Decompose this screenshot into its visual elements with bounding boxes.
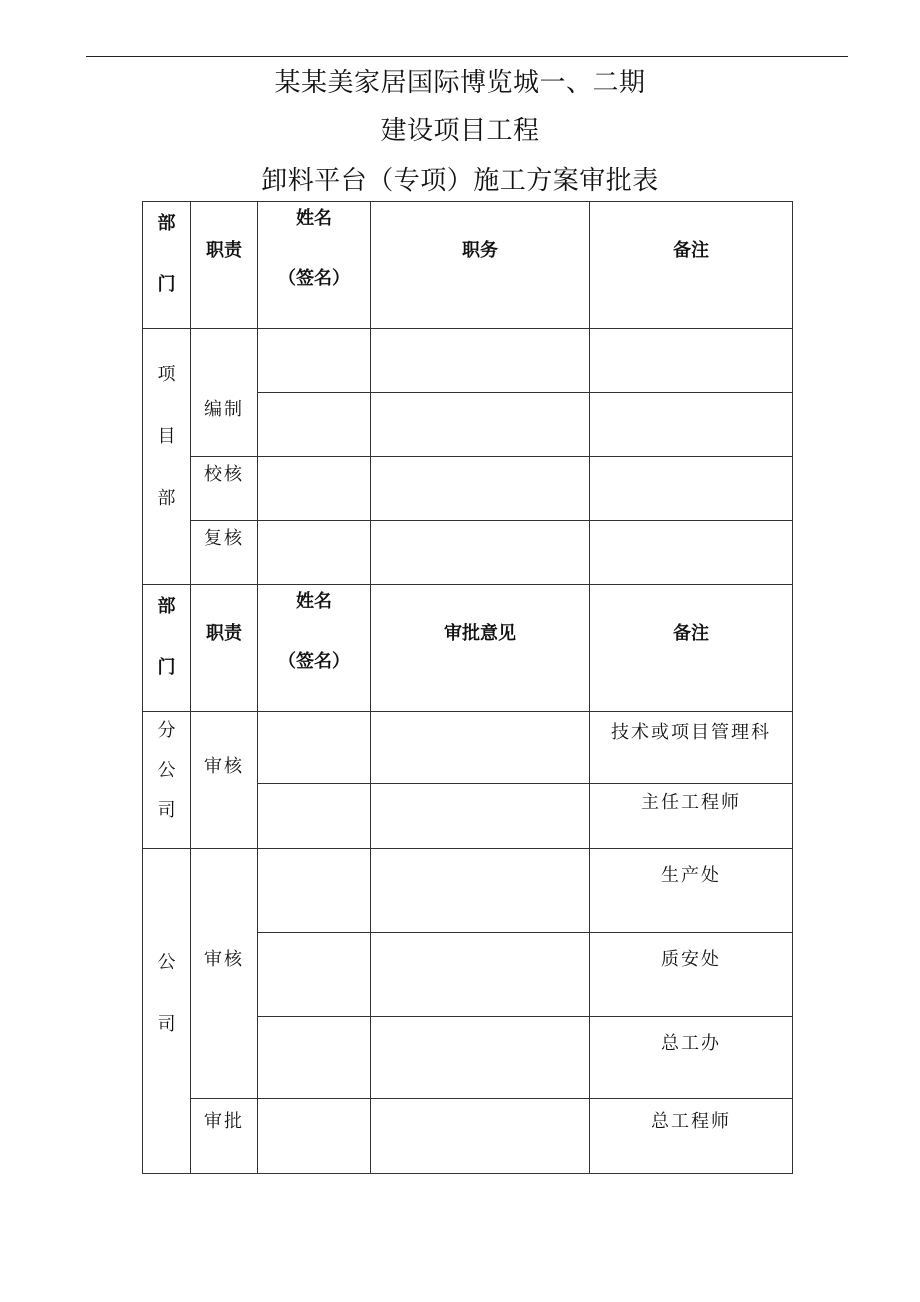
project-dept-char: 部 bbox=[157, 488, 176, 509]
company-dept-cell bbox=[143, 849, 191, 1174]
remark-cell bbox=[590, 784, 793, 849]
name-header-line1: 姓名 bbox=[296, 208, 332, 229]
opinion-cell[interactable] bbox=[371, 849, 590, 933]
company-review-role-cell bbox=[191, 849, 258, 1099]
signature-cell[interactable] bbox=[258, 1099, 371, 1174]
position-cell[interactable] bbox=[371, 329, 590, 393]
branch-role-cell bbox=[191, 712, 258, 849]
doc-title-line3: 卸料平台（专项）施工方案审批表 bbox=[261, 166, 659, 196]
dept-header-cell bbox=[143, 202, 191, 329]
signature-cell[interactable] bbox=[258, 521, 371, 585]
branch-row-1 bbox=[143, 712, 793, 784]
opinion-cell[interactable] bbox=[371, 712, 590, 784]
branch-char: 公 bbox=[157, 760, 176, 781]
remark-header-cell bbox=[590, 585, 793, 712]
remark-cell bbox=[590, 933, 793, 1017]
company-row-1 bbox=[143, 849, 793, 933]
approval-table bbox=[142, 201, 793, 1174]
branch-remark: 主任工程师 bbox=[641, 792, 741, 813]
remark-header: 备注 bbox=[673, 240, 709, 261]
project-row-3 bbox=[143, 457, 793, 521]
compile-role-cell bbox=[191, 329, 258, 457]
branch-char: 分 bbox=[157, 720, 176, 741]
remark-cell bbox=[590, 1017, 793, 1099]
recheck-role: 复核 bbox=[204, 528, 244, 549]
project-dept-char: 目 bbox=[157, 426, 176, 447]
remark-cell[interactable] bbox=[590, 393, 793, 457]
remark-cell[interactable] bbox=[590, 457, 793, 521]
signature-cell[interactable] bbox=[258, 457, 371, 521]
opinion-header-cell bbox=[371, 585, 590, 712]
recheck-role-cell bbox=[191, 521, 258, 585]
company-char: 公 bbox=[157, 952, 176, 973]
company-review-remark: 质安处 bbox=[661, 949, 721, 970]
doc-title-line1: 某某美家居国际博览城一、二期 bbox=[274, 68, 646, 98]
remark-cell[interactable] bbox=[590, 329, 793, 393]
signature-cell[interactable] bbox=[258, 849, 371, 933]
role-header: 职责 bbox=[206, 240, 242, 261]
position-cell[interactable] bbox=[371, 457, 590, 521]
company-row-4 bbox=[143, 1099, 793, 1174]
company-approve-remark: 总工程师 bbox=[651, 1111, 731, 1132]
branch-role: 审核 bbox=[204, 756, 244, 777]
signature-cell[interactable] bbox=[258, 393, 371, 457]
name-header-line2: （签名） bbox=[278, 651, 350, 672]
project-row-1 bbox=[143, 329, 793, 393]
opinion-cell[interactable] bbox=[371, 933, 590, 1017]
position-cell[interactable] bbox=[371, 393, 590, 457]
remark-header: 备注 bbox=[673, 623, 709, 644]
remark-cell bbox=[590, 1099, 793, 1174]
opinion-cell[interactable] bbox=[371, 784, 590, 849]
company-review-remark: 生产处 bbox=[661, 865, 721, 886]
role-header-cell bbox=[191, 585, 258, 712]
dept-char: 门 bbox=[157, 657, 176, 678]
remark-cell[interactable] bbox=[590, 521, 793, 585]
section1-header-row bbox=[143, 202, 793, 329]
branch-remark: 技术或项目管理科 bbox=[611, 722, 771, 743]
check-role-cell bbox=[191, 457, 258, 521]
compile-role: 编制 bbox=[204, 399, 244, 420]
company-approve-role-cell bbox=[191, 1099, 258, 1174]
project-row-4 bbox=[143, 521, 793, 585]
dept-char: 部 bbox=[157, 213, 176, 234]
role-header-cell bbox=[191, 202, 258, 329]
name-header-cell bbox=[258, 585, 371, 712]
check-role: 校核 bbox=[204, 464, 244, 485]
signature-cell[interactable] bbox=[258, 712, 371, 784]
dept-char: 门 bbox=[157, 274, 176, 295]
branch-dept-cell bbox=[143, 712, 191, 849]
name-header-cell bbox=[258, 202, 371, 329]
dept-header-cell bbox=[143, 585, 191, 712]
position-header-cell bbox=[371, 202, 590, 329]
section2-header-row bbox=[143, 585, 793, 712]
name-header-line2: （签名） bbox=[278, 268, 350, 289]
header-rule bbox=[86, 56, 848, 57]
role-header: 职责 bbox=[206, 623, 242, 644]
company-review-role: 审核 bbox=[204, 949, 244, 970]
signature-cell[interactable] bbox=[258, 784, 371, 849]
project-dept-char: 项 bbox=[157, 364, 176, 385]
signature-cell[interactable] bbox=[258, 933, 371, 1017]
remark-cell bbox=[590, 849, 793, 933]
company-char: 司 bbox=[157, 1014, 176, 1035]
position-header: 职务 bbox=[462, 240, 498, 261]
dept-char: 部 bbox=[157, 596, 176, 617]
name-header-line1: 姓名 bbox=[296, 591, 332, 612]
remark-header-cell bbox=[590, 202, 793, 329]
project-dept-cell bbox=[143, 329, 191, 585]
signature-cell[interactable] bbox=[258, 1017, 371, 1099]
branch-char: 司 bbox=[157, 800, 176, 821]
opinion-header: 审批意见 bbox=[444, 623, 516, 644]
doc-title-line2: 建设项目工程 bbox=[380, 116, 540, 146]
signature-cell[interactable] bbox=[258, 329, 371, 393]
opinion-cell[interactable] bbox=[371, 1099, 590, 1174]
company-approve-role: 审批 bbox=[204, 1111, 244, 1132]
position-cell[interactable] bbox=[371, 521, 590, 585]
company-review-remark: 总工办 bbox=[661, 1033, 721, 1054]
opinion-cell[interactable] bbox=[371, 1017, 590, 1099]
remark-cell bbox=[590, 712, 793, 784]
